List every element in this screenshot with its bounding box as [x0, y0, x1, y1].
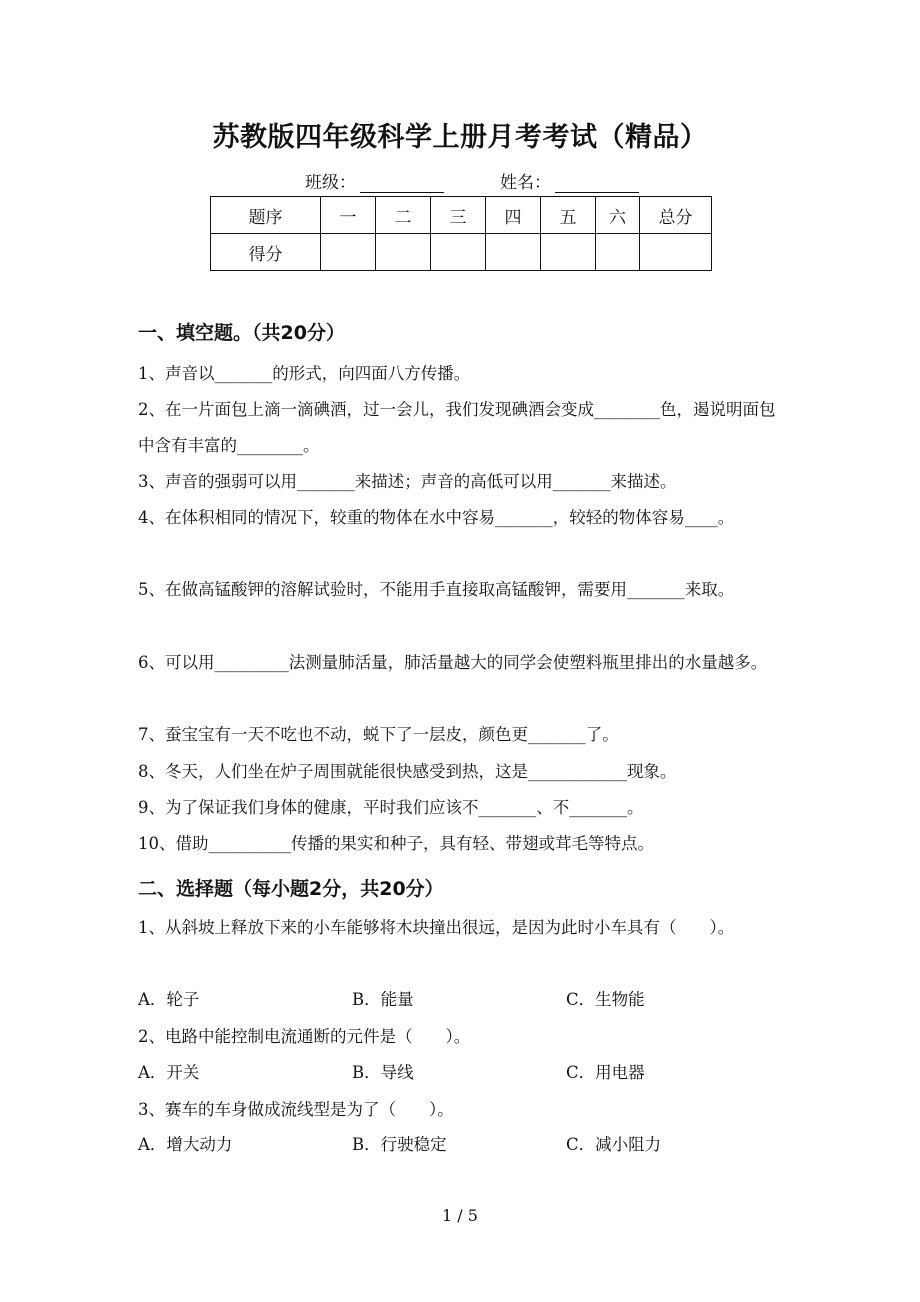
choice-option-a[interactable]: A．开关 [138, 1063, 200, 1082]
choice-option-a[interactable]: A．轮子 [138, 990, 200, 1009]
score-cell[interactable] [541, 234, 596, 271]
fill-question: 10、借助__________传播的果实和种子，具有轻、带翅或茸毛等特点。 [138, 834, 654, 853]
choice-option-b[interactable]: B．导线 [352, 1063, 414, 1082]
page-title: 苏教版四年级科学上册月考考试（精品） [212, 122, 708, 153]
score-header-cell: 总分 [640, 197, 712, 234]
score-header-cell: 二 [376, 197, 431, 234]
score-row-label: 得分 [211, 234, 321, 271]
score-header-cell: 一 [321, 197, 376, 234]
class-blank[interactable] [360, 174, 444, 193]
name-field [500, 168, 639, 193]
score-header-cell: 四 [486, 197, 541, 234]
fill-question: 2、在一片面包上滴一滴碘酒，过一会儿，我们发现碘酒会变成________色，遏说明面包中含有丰富的________。 [138, 400, 776, 455]
class-label: 班级： [305, 173, 356, 193]
class-field [305, 168, 444, 193]
score-header-cell: 五 [541, 197, 596, 234]
choice-question-stem: 1、从斜坡上释放下来的小车能够将木块撞出很远，是因为此时小车具有（ ）。 [138, 918, 735, 937]
fill-question: 9、为了保证我们身体的健康，平时我们应该不_______、不_______。 [138, 798, 644, 817]
score-header-cell: 六 [596, 197, 640, 234]
score-header-cell: 题序 [211, 197, 321, 234]
fill-question: 3、声音的强弱可以用_______来描述；声音的高低可以用_______来描述。 [138, 472, 677, 491]
choice-option-b[interactable]: B．行驶稳定 [352, 1135, 447, 1154]
page-number: 1 / 5 [442, 1206, 478, 1225]
score-cell[interactable] [596, 234, 640, 271]
score-row [211, 234, 712, 271]
score-header-cell: 三 [431, 197, 486, 234]
score-cell[interactable] [376, 234, 431, 271]
name-blank[interactable] [555, 174, 639, 193]
score-header-row [211, 197, 712, 234]
choice-option-a[interactable]: A．增大动力 [138, 1135, 233, 1154]
choice-question-stem: 2、电路中能控制电流通断的元件是（ ）。 [138, 1027, 471, 1046]
score-cell[interactable] [486, 234, 541, 271]
fill-question: 7、蚕宝宝有一天不吃也不动，蜕下了一层皮，颜色更_______了。 [138, 725, 619, 744]
score-table [210, 196, 712, 271]
fill-question: 5、在做高锰酸钾的溶解试验时，不能用手直接取高锰酸钾，需要用_______来取。 [138, 580, 735, 599]
fill-question: 6、可以用_________法测量肺活量，肺活量越大的同学会使塑料瓶里排出的水量越多。 [138, 653, 768, 672]
section2-heading: 二、选择题（每小题2分，共20分） [138, 878, 444, 900]
score-cell[interactable] [321, 234, 376, 271]
section1-heading: 一、填空题。（共20分） [138, 322, 345, 344]
score-cell[interactable] [431, 234, 486, 271]
choice-question-stem: 3、赛车的车身做成流线型是为了（ ）。 [138, 1100, 454, 1119]
fill-question: 8、冬天，人们坐在炉子周围就能很快感受到热，这是____________现象。 [138, 762, 677, 781]
fill-question: 4、在体积相同的情况下，较重的物体在水中容易_______，较轻的物体容易____。 [138, 508, 735, 527]
choice-option-c[interactable]: C．生物能 [566, 990, 645, 1009]
choice-option-c[interactable]: C．用电器 [566, 1063, 645, 1082]
fill-question: 1、声音以_______的形式，向四面八方传播。 [138, 364, 471, 383]
choice-option-b[interactable]: B．能量 [352, 990, 414, 1009]
name-label: 姓名： [500, 173, 551, 193]
choice-option-c[interactable]: C．减小阻力 [566, 1135, 662, 1154]
score-cell[interactable] [640, 234, 712, 271]
